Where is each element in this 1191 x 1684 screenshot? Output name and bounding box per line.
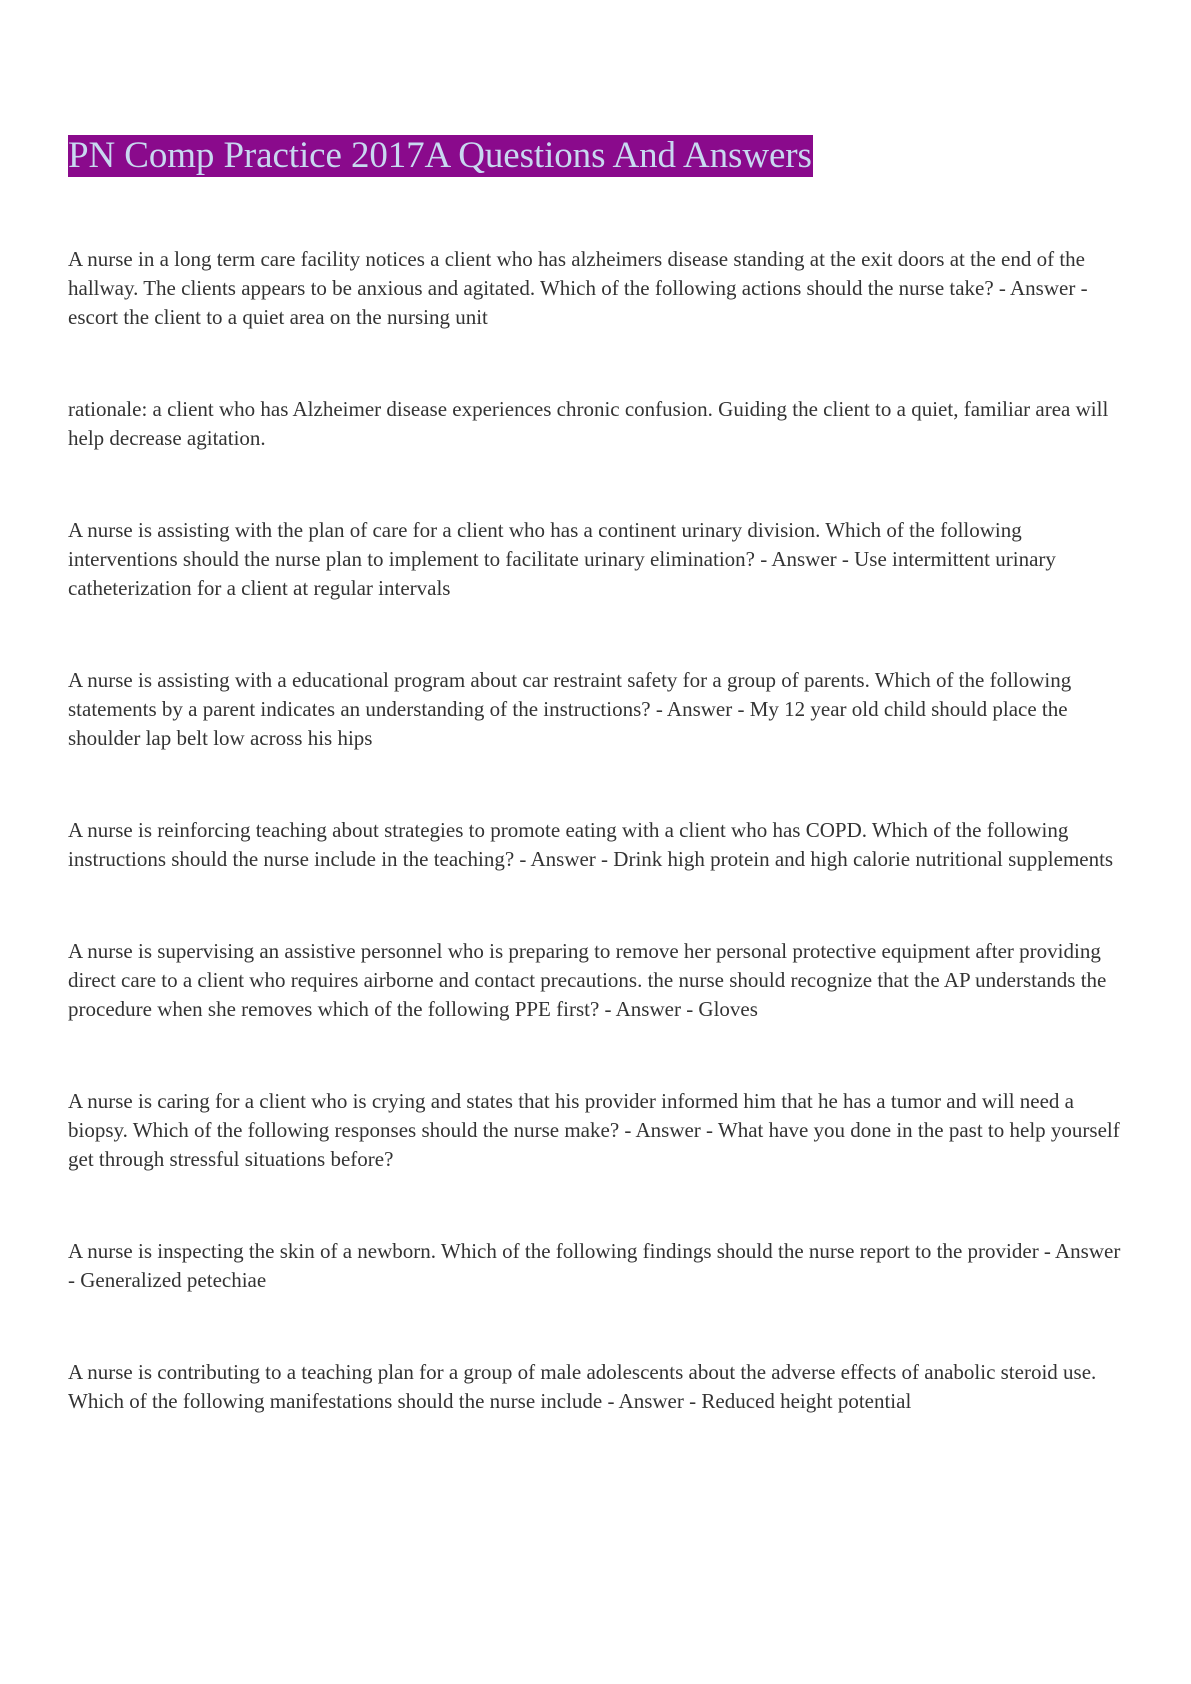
paragraph-6: A nurse is supervising an assistive personnel who is preparing to remove her personal protective equipment after providing direct care to a client who requires airborne and contact precautions. the nurse should recognize that the AP understands the procedure when she removes which of the following PPE first? - Answer - Gloves [68,939,1107,1021]
document-body [68,245,1128,1416]
paragraph-7: A nurse is caring for a client who is crying and states that his provider informed him that he has a tumor and will need a biopsy. Which of the following responses should the nurse make? - Answer - What have you done in the past to help yourself get through stressful situations before? [68,1089,1120,1171]
page-title: PN Comp Practice 2017A Questions And Answers [68,135,812,176]
paragraph-1: A nurse in a long term care facility notices a client who has alzheimers disease standing at the exit doors at the end of the hallway. The clients appears to be anxious and agitated. Which of the following actions should the nurse take? - Answer - escort the client to a quiet area on the nursing unit [68,247,1088,329]
paragraph-4: A nurse is assisting with a educational program about car restraint safety for a group of parents. Which of the following statements by a parent indicates an understanding of the instructions? - Answer - My 12 year old child should place the shoulder lap belt low across his hips [68,668,1072,750]
paragraph-9: A nurse is contributing to a teaching plan for a group of male adolescents about the adverse effects of anabolic steroid use. Which of the following manifestations should the nurse include - Answer - Reduced height potential [68,1360,1097,1413]
title-wrapper [68,135,813,177]
paragraph-5: A nurse is reinforcing teaching about strategies to promote eating with a client who has COPD. Which of the following instructions should the nurse include in the teaching? - Answer - Drink high protein and high calorie nutritional supplements [68,818,1114,871]
paragraph-2: rationale: a client who has Alzheimer disease experiences chronic confusion. Guiding the client to a quiet, familiar area will help decrease agitation. [68,397,1109,450]
paragraph-8: A nurse is inspecting the skin of a newborn. Which of the following findings should the nurse report to the provider - Answer - Generalized petechiae [68,1239,1121,1292]
paragraph-3: A nurse is assisting with the plan of care for a client who has a continent urinary division. Which of the following interventions should the nurse plan to implement to facilitate urinary elimination? - Answer - Use intermittent urinary catheterization for a client at regular intervals [68,518,1056,600]
